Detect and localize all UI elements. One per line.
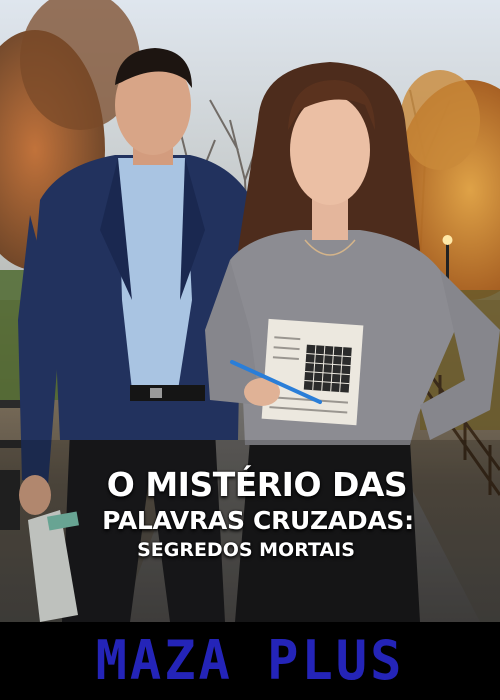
crossword-newspaper xyxy=(262,319,364,425)
subtitle: SEGREDOS MORTAIS xyxy=(137,539,355,561)
movie-title xyxy=(60,465,440,563)
watermark-banner xyxy=(0,622,500,700)
watermark-text: MAZA PLUS xyxy=(95,629,405,693)
title-line-1: O MISTÉRIO DAS xyxy=(106,465,408,504)
title-line-2: PALAVRAS CRUZADAS: xyxy=(102,506,414,535)
